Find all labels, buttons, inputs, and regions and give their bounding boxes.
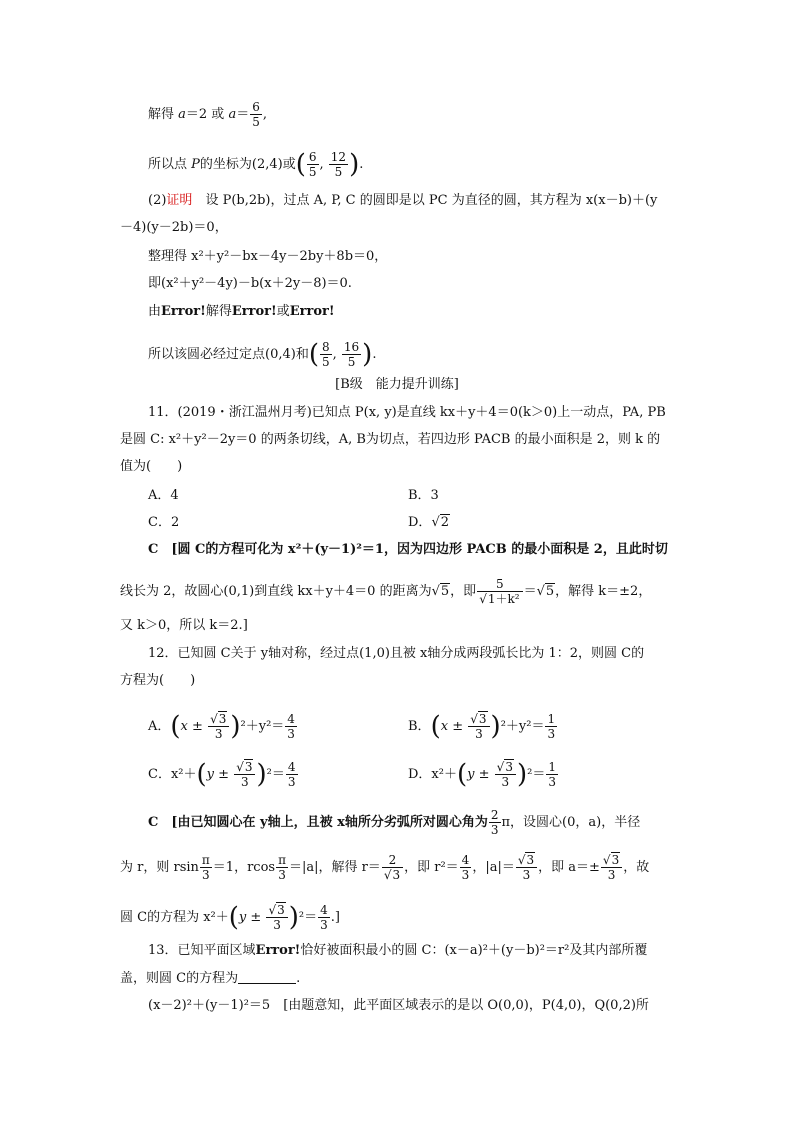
solution-line-2: 所以点 P的坐标为(2,4)或( $\frac{6}{5}$ , $\frac{12}{5}$ ). [148,149,364,180]
fraction: $\frac{8}{5}$ [321,340,330,369]
q11-answer-3: 又 k＞0，所以 k＝2.] [120,618,248,633]
q11-answer-1: C [圆 C的方程可化为 x²＋(y－1)²＝1，因为四边形 PACB 的最小面积是 2，且此时切 [148,542,668,557]
q13-answer-1: (x－2)²＋(y－1)²＝5 [由题意知，此平面区域表示的是以 O(0,0)，P(4,0)，Q(0,2)所 [148,998,649,1013]
q12-answer-2: 为 r，则 rsin $\frac{\pi}{3}$ ＝1，rcos $\frac{\pi}{3}$ ＝|a|，解得 r＝ $\frac{2}{√3}$ ，即 r²＝ $\frac{4}{3}$ ，|a|＝ $\frac{√3}{3}$ ，即 a＝± $\frac{√3}{3}$ ，故 [120,853,650,882]
fraction: $\frac{\pi}{3}$ [278,853,286,882]
q12-answer-3: 圆 C的方程为 x²＋(y ± $\frac{√3}{3}$ )²＝ $\frac{4}{3}$ .] [120,902,340,933]
error-placeholder: Error! [289,304,335,319]
q13-line-1: 13．已知平面区域Error!恰好被面积最小的圆 C：(x－a)²＋(y－b)²＝r²及其内部所覆 [148,943,648,958]
fraction: $\frac{4}{3}$ [320,903,328,932]
solution-line-6: 即(x²＋y²－4y)－b(x＋2y－8)＝0. [148,276,352,291]
solution-line-1: 解得 a＝2 或 a＝ $\frac{6}{5}$ , [148,100,268,129]
error-placeholder: Error! [255,943,301,958]
solution-line-3: (2)证明 设 P(b,2b)，过点 A, P, C 的圆即是以 PC 为直径的圆，其方程为 x(x－b)＋(y [148,193,658,208]
fraction: $\frac{√3}{3}$ [234,760,255,789]
q12-option-a: A．(x ± $\frac{√3}{3}$ )²＋y²＝ $\frac{4}{3}$ [148,711,295,742]
q11-option-c: C．2 [148,515,180,530]
q12-option-d: D．x²＋(y ± $\frac{√3}{3}$ )²＝ $\frac{1}{3}$ [408,759,556,790]
fraction: $\frac{6}{5}$ [252,100,260,129]
fraction: $\frac{√3}{3}$ [208,712,229,741]
solution-line-7: 由Error!解得Error!或Error! [148,304,335,319]
error-placeholder: Error! [231,304,277,319]
fraction: $\frac{√3}{3}$ [495,760,516,789]
fraction: $\frac{2}{√3}$ [382,853,403,882]
sqrt: √2 [431,515,450,530]
error-placeholder: Error! [161,304,206,319]
fraction: $\frac{2}{3}$ [490,808,499,837]
solution-line-8: 所以该圆必经过定点(0,4)和( $\frac{8}{5}$ , $\frac{16}{5}$ ). [148,339,377,370]
solution-line-4: －4)(y－2b)＝0， [120,220,228,235]
q11-line-3: 值为( ) [120,459,183,474]
fraction: $\frac{6}{5}$ [308,150,317,179]
q11-option-b: B．3 [408,488,439,503]
solution-line-5: 整理得 x²＋y²－bx－4y－2by＋8b＝0， [148,249,388,264]
fraction: $\frac{4}{3}$ [461,853,470,882]
section-title: [B级 能力提升训练] [335,377,459,392]
fraction: $\frac{√3}{3}$ [266,903,287,932]
q11-option-a: A．4 [148,488,179,503]
fraction: $\frac{12}{5}$ [330,150,347,179]
sqrt: √5 [431,584,450,599]
answer-blank[interactable] [238,969,296,984]
q11-answer-2: 线长为 2，故圆心(0,1)到直线 kx＋y＋4＝0 的距离为√5，即 $\frac{5}{\text{√1＋k²}}$ ＝√5，解得 k＝±2， [120,577,652,606]
fraction: $\frac{1}{3}$ [547,712,556,741]
q12-line-1: 12．已知圆 C关于 y轴对称，经过点(1,0)且被 x轴分成两段弧长比为 1：2，则圆 C的 [148,646,645,661]
fraction: $\frac{4}{3}$ [287,712,295,741]
q12-line-2: 方程为( ) [120,673,196,688]
fraction: $\frac{\pi}{3}$ [201,853,210,882]
q11-option-d: D．√2 [408,515,450,530]
q12-option-b: B．(x ± $\frac{√3}{3}$ )²＋y²＝ $\frac{1}{3}$ [408,711,556,742]
fraction: $\frac{√3}{3}$ [601,853,622,882]
fraction: $\frac{4}{3}$ [287,760,296,789]
q11-line-1: 11．(2019・浙江温州月考)已知点 P(x, y)是直线 kx＋y＋4＝0(k＞0)上一动点，PA, PB [148,405,666,420]
q12-option-c: C．x²＋(y ± $\frac{√3}{3}$ )²＝ $\frac{4}{3}$ [148,759,296,790]
fraction: $\frac{5}{\text{√1＋k²}}$ [477,577,522,606]
proof-label: 证明 [166,193,193,208]
fraction: $\frac{1}{3}$ [548,760,556,789]
q13-line-2: 盖，则圆 C的方程为 . [120,971,301,986]
fraction: $\frac{√3}{3}$ [516,853,537,882]
q12-answer-1: C [由已知圆心在 y轴上，且被 x轴所分劣弧所对圆心角为 $\frac{2}{3}$ π，设圆心(0，a)，半径 [148,808,641,837]
sqrt: √5 [536,584,555,599]
fraction: $\frac{16}{5}$ [343,340,360,369]
q11-line-2: 是圆 C: x²＋y²－2y＝0 的两条切线，A, B为切点，若四边形 PACB 的最小面积是 2，则 k 的 [120,432,661,447]
fraction: $\frac{√3}{3}$ [468,712,489,741]
